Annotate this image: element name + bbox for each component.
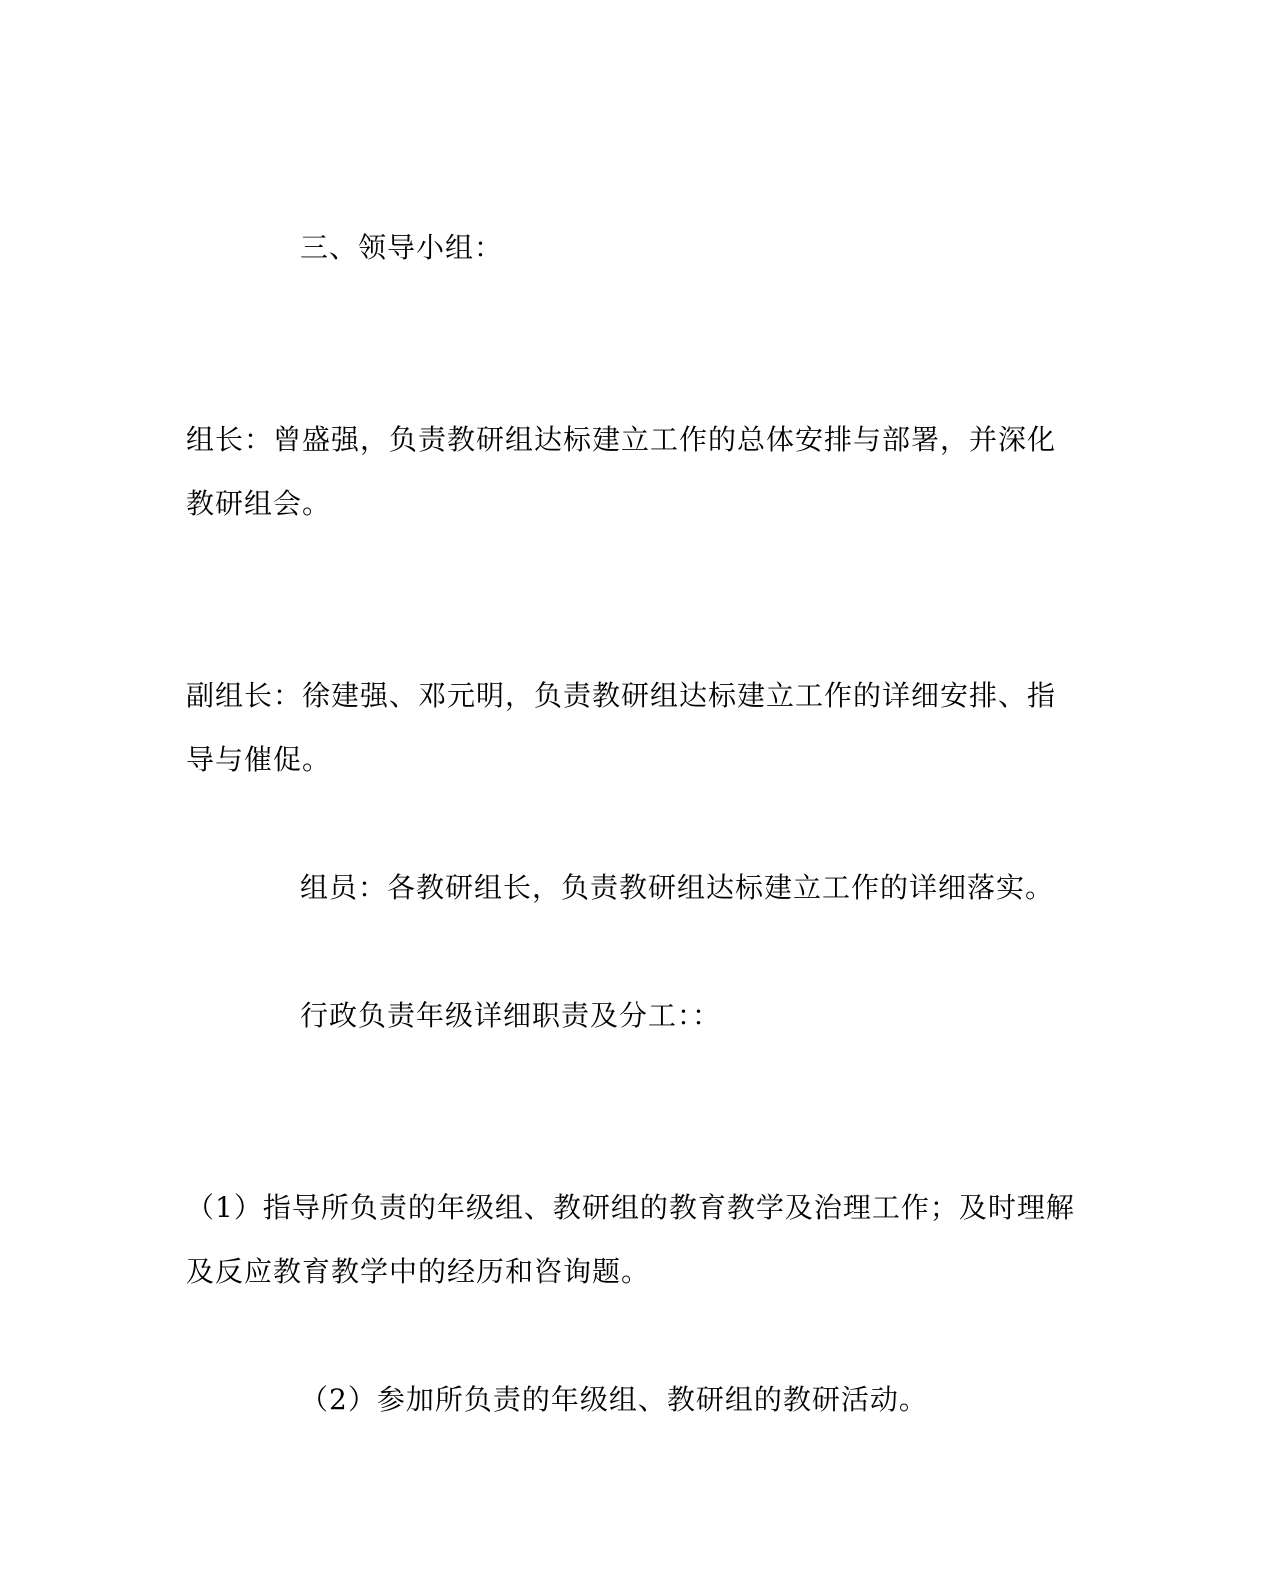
members-line: 组员：各教研组长，负责教研组达标建立工作的详细落实。: [300, 871, 1055, 904]
deputy-line-1: 副组长：徐建强、邓元明，负责教研组达标建立工作的详细安排、指: [186, 679, 1057, 712]
deputy-line-2: 导与催促。: [186, 743, 332, 776]
item2-line: （2）参加所负责的年级组、教研组的教研活动。: [300, 1383, 928, 1416]
leader-line-1: 组长：曾盛强，负责教研组达标建立工作的总体安排与部署，并深化: [186, 423, 1057, 456]
item1-line-1: （1）指导所负责的年级组、教研组的教育教学及治理工作；及时理解: [186, 1191, 1075, 1224]
section-heading: 三、领导小组：: [300, 231, 504, 264]
admin-heading: 行政负责年级详细职责及分工：：: [300, 999, 722, 1032]
leader-line-2: 教研组会。: [186, 487, 332, 520]
item1-line-2: 及反应教育教学中的经历和咨询题。: [186, 1255, 651, 1288]
